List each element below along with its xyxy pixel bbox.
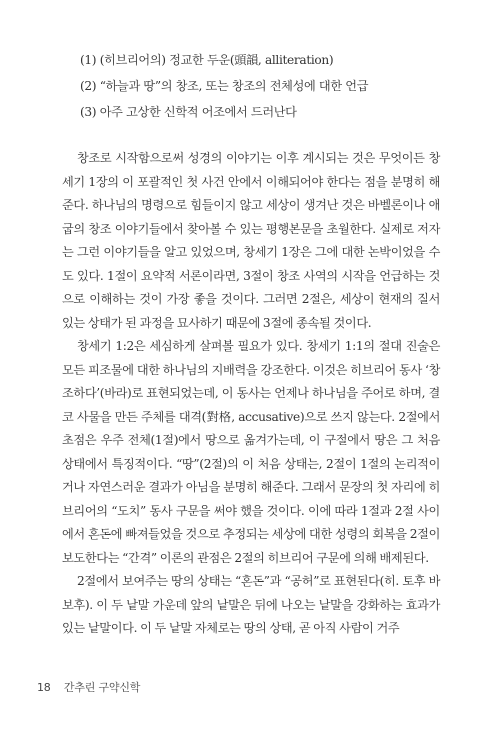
running-title: 간추린 구약신학 [63, 681, 141, 694]
paragraph: 창세기 1:2은 세심하게 살펴볼 필요가 있다. 창세기 1:1의 절대 진술은 모든 피조물에 대한 하나님의 지배력을 강조한다. 이것은 히브리어 동사 ‘창조하다’(바라)로 표현되었는데, 이 동사는 언제나 하나님을 주어로 하며, 결코 사물을 만든 주체를 대격(對格, accusative)으로 쓰지 않는다. 2절에서 초점은 우주 전체(1절)에서 땅으로 옮겨가는데, 이 구절에서 땅은 그 처음 상태에서 특징적이다. “땅”(2절)의 이 처음 상태는, 2절이 1절의 논리적이거나 자연스러운 결과가 아님을 분명히 해준다. 그래서 문장의 첫 자리에 히브리어의 “도치” 동사 구문을 써야 했을 것이다. 이에 따라 1절과 2절 사이에서 혼돈에 빠져들었을 것으로 추정되는 세상에 대한 성령의 회복을 2절이 보도한다는 “간격” 이론의 관점은 2절의 히브리어 구문에 의해 배제된다. [62, 339, 440, 565]
page-number: 18 [37, 681, 51, 694]
paragraph: 2절에서 보여주는 땅의 상태는 “혼돈”과 “공허”로 표현된다(히. 토후 바보후). 이 두 낱말 가운데 앞의 낱말은 뒤에 나오는 낱말을 강화하는 효과가 있는 낱말이다. 이 두 낱말 자체로는 땅의 상태, 곧 아직 사람이 거주 [62, 574, 440, 635]
list-item: (2) “하늘과 땅”의 창조, 또는 창조의 전체성에 대한 언급 [80, 79, 369, 93]
list-item: (1) (히브리어의) 정교한 두운(頭韻, alliteration) [80, 53, 334, 67]
body-text [62, 147, 440, 641]
list-item: (3) 아주 고상한 신학적 어조에서 드러난다 [80, 105, 297, 119]
numbered-list [80, 47, 480, 125]
paragraph: 창조로 시작함으로써 성경의 이야기는 이후 계시되는 것은 무엇이든 창세기 1장의 이 포괄적인 첫 사건 안에서 이해되어야 한다는 점을 분명히 해준다. 하나님의 명령으로 힘들이지 않고 세상이 생겨난 것은 바벨론이나 애굽의 창조 이야기들에서 찾아볼 수 있는 평행본문을 초월한다. 실제로 저자는 그런 이야기들을 알고 있었으며, 창세기 1장은 그에 대한 논박이었을 수도 있다. 1절이 요약적 서론이라면, 3절이 창조 사역의 시작을 언급하는 것으로 이해하는 것이 가장 좋을 것이다. 그러면 2절은, 세상이 현재의 질서 있는 상태가 된 과정을 묘사하기 때문에 3절에 종속될 것이다. [62, 151, 440, 330]
page-footer [37, 679, 140, 695]
